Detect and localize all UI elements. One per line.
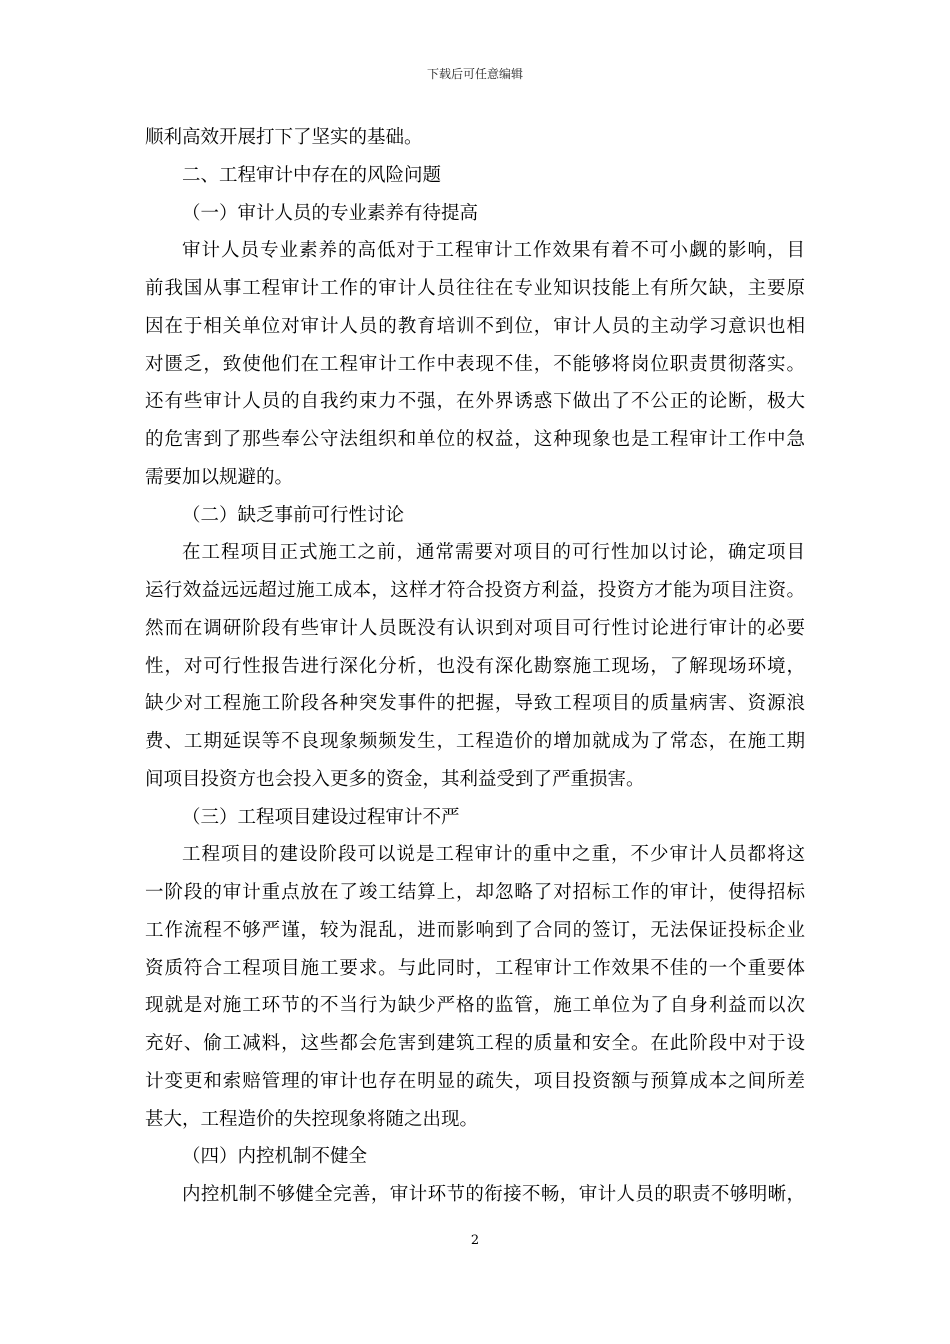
text-line: 内控机制不够健全完善，审计环节的衔接不畅，审计人员的职责不够明晰， (182, 1184, 805, 1205)
text-line: 费、工期延误等不良现象频频发生，工程造价的增加就成为了常态，在施工期 (145, 731, 805, 752)
subsection-heading: （一）审计人员的专业素养有待提高 (182, 202, 479, 224)
text-line: 一阶段的审计重点放在了竣工结算上，却忽略了对招标工作的审计，使得招标 (145, 882, 805, 903)
text-line: 然而在调研阶段有些审计人员既没有认识到对项目可行性讨论进行审计的必要 (145, 617, 805, 639)
text-line: 的危害到了那些奉公守法组织和单位的权益，这种现象也是工程审计工作中急 (145, 429, 805, 450)
section-heading: 二、工程审计中存在的风险问题 (182, 164, 442, 186)
text-line: 甚大，工程造价的失控现象将随之出现。 (145, 1108, 479, 1130)
subsection-heading: （三）工程项目建设过程审计不严 (182, 806, 460, 828)
text-line: 充好、偷工减料，这些都会危害到建筑工程的质量和安全。在此阶段中对于设 (145, 1033, 805, 1054)
text-line: 前我国从事工程审计工作的审计人员往往在专业知识技能上有所欠缺，主要原 (145, 278, 805, 299)
text-line: 对匮乏，致使他们在工程审计工作中表现不佳，不能够将岗位职责贯彻落实。 (145, 353, 805, 375)
text-line: 顺利高效开展打下了坚实的基础。 (145, 127, 423, 148)
text-line: 性，对可行性报告进行深化分析，也没有深化勘察施工现场，了解现场环境， (145, 655, 805, 677)
text-line: 工程项目的建设阶段可以说是工程审计的重中之重，不少审计人员都将这 (182, 844, 805, 866)
text-line: 因在于相关单位对审计人员的教育培训不到位，审计人员的主动学习意识也相 (145, 315, 805, 337)
text-line: 还有些审计人员的自我约束力不强，在外界诱惑下做出了不公正的论断，极大 (145, 391, 805, 413)
text-line: 计变更和索赔管理的审计也存在明显的疏失，项目投资额与预算成本之间所差 (145, 1070, 805, 1092)
text-line: 资质符合工程项目施工要求。与此同时，工程审计工作效果不佳的一个重要体 (145, 957, 805, 979)
text-line: 缺少对工程施工阶段各种突发事件的把握，导致工程项目的质量病害、资源浪 (145, 693, 805, 715)
document-body (145, 119, 805, 1214)
page-header: 下载后可任意编辑 (426, 67, 523, 81)
text-line: 现就是对施工环节的不当行为缺少严格的监管，施工单位为了自身利益而以次 (145, 995, 805, 1017)
subsection-heading: （二）缺乏事前可行性讨论 (182, 504, 405, 526)
text-line: 需要加以规避的。 (145, 466, 294, 488)
text-line: 在工程项目正式施工之前，通常需要对项目的可行性加以讨论，确定项目 (182, 542, 805, 564)
text-line: 审计人员专业素养的高低对于工程审计工作效果有着不可小觑的影响，目 (182, 240, 805, 262)
page-number: 2 (470, 1233, 480, 1248)
subsection-heading: （四）内控机制不健全 (182, 1146, 368, 1168)
text-line: 工作流程不够严谨，较为混乱，进而影响到了合同的签订，无法保证投标企业 (145, 919, 805, 941)
text-line: 间项目投资方也会投入更多的资金，其利益受到了严重损害。 (145, 768, 645, 790)
text-line: 运行效益远远超过施工成本，这样才符合投资方利益，投资方才能为项目注资。 (145, 580, 805, 601)
